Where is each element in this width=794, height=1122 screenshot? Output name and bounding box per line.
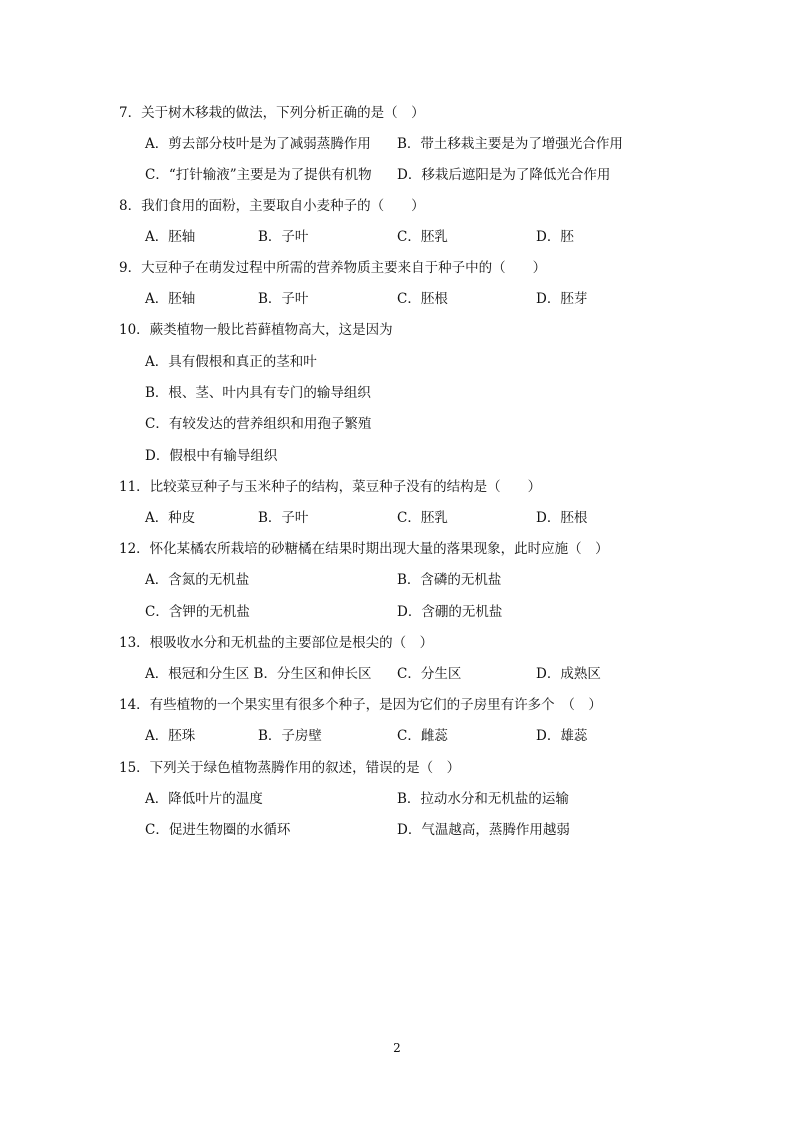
question-7-option-d: D．移栽后遮阳是为了降低光合作用 (397, 167, 611, 183)
question-11-option-b: B．子叶 (258, 510, 309, 526)
question-8-stem: 8．我们食用的面粉，主要取自小麦种子的（ ） (119, 198, 425, 214)
question-13-option-ab: A．根冠和分生区 B．分生区和伸长区 (145, 666, 372, 682)
question-14-option-a: A．胚珠 (145, 728, 196, 744)
question-11-option-d: D．胚根 (536, 510, 588, 526)
question-10-option-c: C．有较发达的营养组织和用孢子繁殖 (145, 416, 372, 432)
question-9-stem: 9．大豆种子在萌发过程中所需的营养物质主要来自于种子中的（ ） (119, 260, 547, 276)
question-14-option-b: B．子房壁 (258, 728, 322, 744)
question-12-option-c: C．含钾的无机盐 (145, 604, 250, 620)
question-15-option-b: B．拉动水分和无机盐的运输 (397, 791, 569, 807)
question-12-stem: 12．怀化某橘农所栽培的砂糖橘在结果时期出现大量的落果现象，此时应施（ ） (119, 541, 609, 557)
question-7-option-b: B．带土移栽主要是为了增强光合作用 (397, 136, 623, 152)
question-8-option-c: C．胚乳 (397, 229, 448, 245)
question-7-option-a: A．剪去部分枝叶是为了减弱蒸腾作用 (145, 136, 371, 152)
question-14-option-d: D．雄蕊 (536, 728, 588, 744)
question-10-option-b: B．根、茎、叶内具有专门的输导组织 (145, 385, 371, 401)
question-15-stem: 15．下列关于绿色植物蒸腾作用的叙述，错误的是（ ） (119, 760, 461, 776)
question-10-stem: 10．蕨类植物一般比苔藓植物高大，这是因为 (119, 322, 393, 338)
question-14-option-c: C．雌蕊 (397, 728, 448, 744)
question-9-option-d: D．胚芽 (536, 291, 588, 307)
question-14-stem: 14．有些植物的一个果实里有很多个种子，是因为它们的子房里有许多个 （ ） (119, 697, 602, 713)
question-15-option-d: D．气温越高，蒸腾作用越弱 (397, 822, 570, 838)
question-11-option-a: A．种皮 (145, 510, 196, 526)
question-10-option-a: A．具有假根和真正的茎和叶 (145, 354, 317, 370)
question-9-option-a: A．胚轴 (145, 291, 196, 307)
question-8-option-d: D．胚 (536, 229, 574, 245)
question-8-option-b: B．子叶 (258, 229, 309, 245)
question-13-option-c: C．分生区 (397, 666, 462, 682)
question-13-option-d: D．成熟区 (536, 666, 601, 682)
page-number: 2 (393, 1041, 401, 1055)
question-8-option-a: A．胚轴 (145, 229, 196, 245)
question-13-stem: 13．根吸收水分和无机盐的主要部位是根尖的（ ） (119, 635, 434, 651)
question-9-option-c: C．胚根 (397, 291, 448, 307)
question-7-stem: 7．关于树木移栽的做法，下列分析正确的是（ ） (119, 105, 425, 121)
question-11-stem: 11．比较菜豆种子与玉米种子的结构，菜豆种子没有的结构是（ ） (119, 479, 542, 495)
question-15-option-c: C．促进生物圈的水循环 (145, 822, 291, 838)
question-10-option-d: D．假根中有输导组织 (145, 448, 278, 464)
question-12-option-b: B．含磷的无机盐 (397, 572, 502, 588)
question-12-option-a: A．含氮的无机盐 (145, 572, 250, 588)
question-15-option-a: A．降低叶片的温度 (145, 791, 263, 807)
question-9-option-b: B．子叶 (258, 291, 309, 307)
question-7-option-c: C．“打针输液”主要是为了提供有机物 (145, 167, 372, 183)
question-12-option-d: D．含硼的无机盐 (397, 604, 503, 620)
question-11-option-c: C．胚乳 (397, 510, 448, 526)
